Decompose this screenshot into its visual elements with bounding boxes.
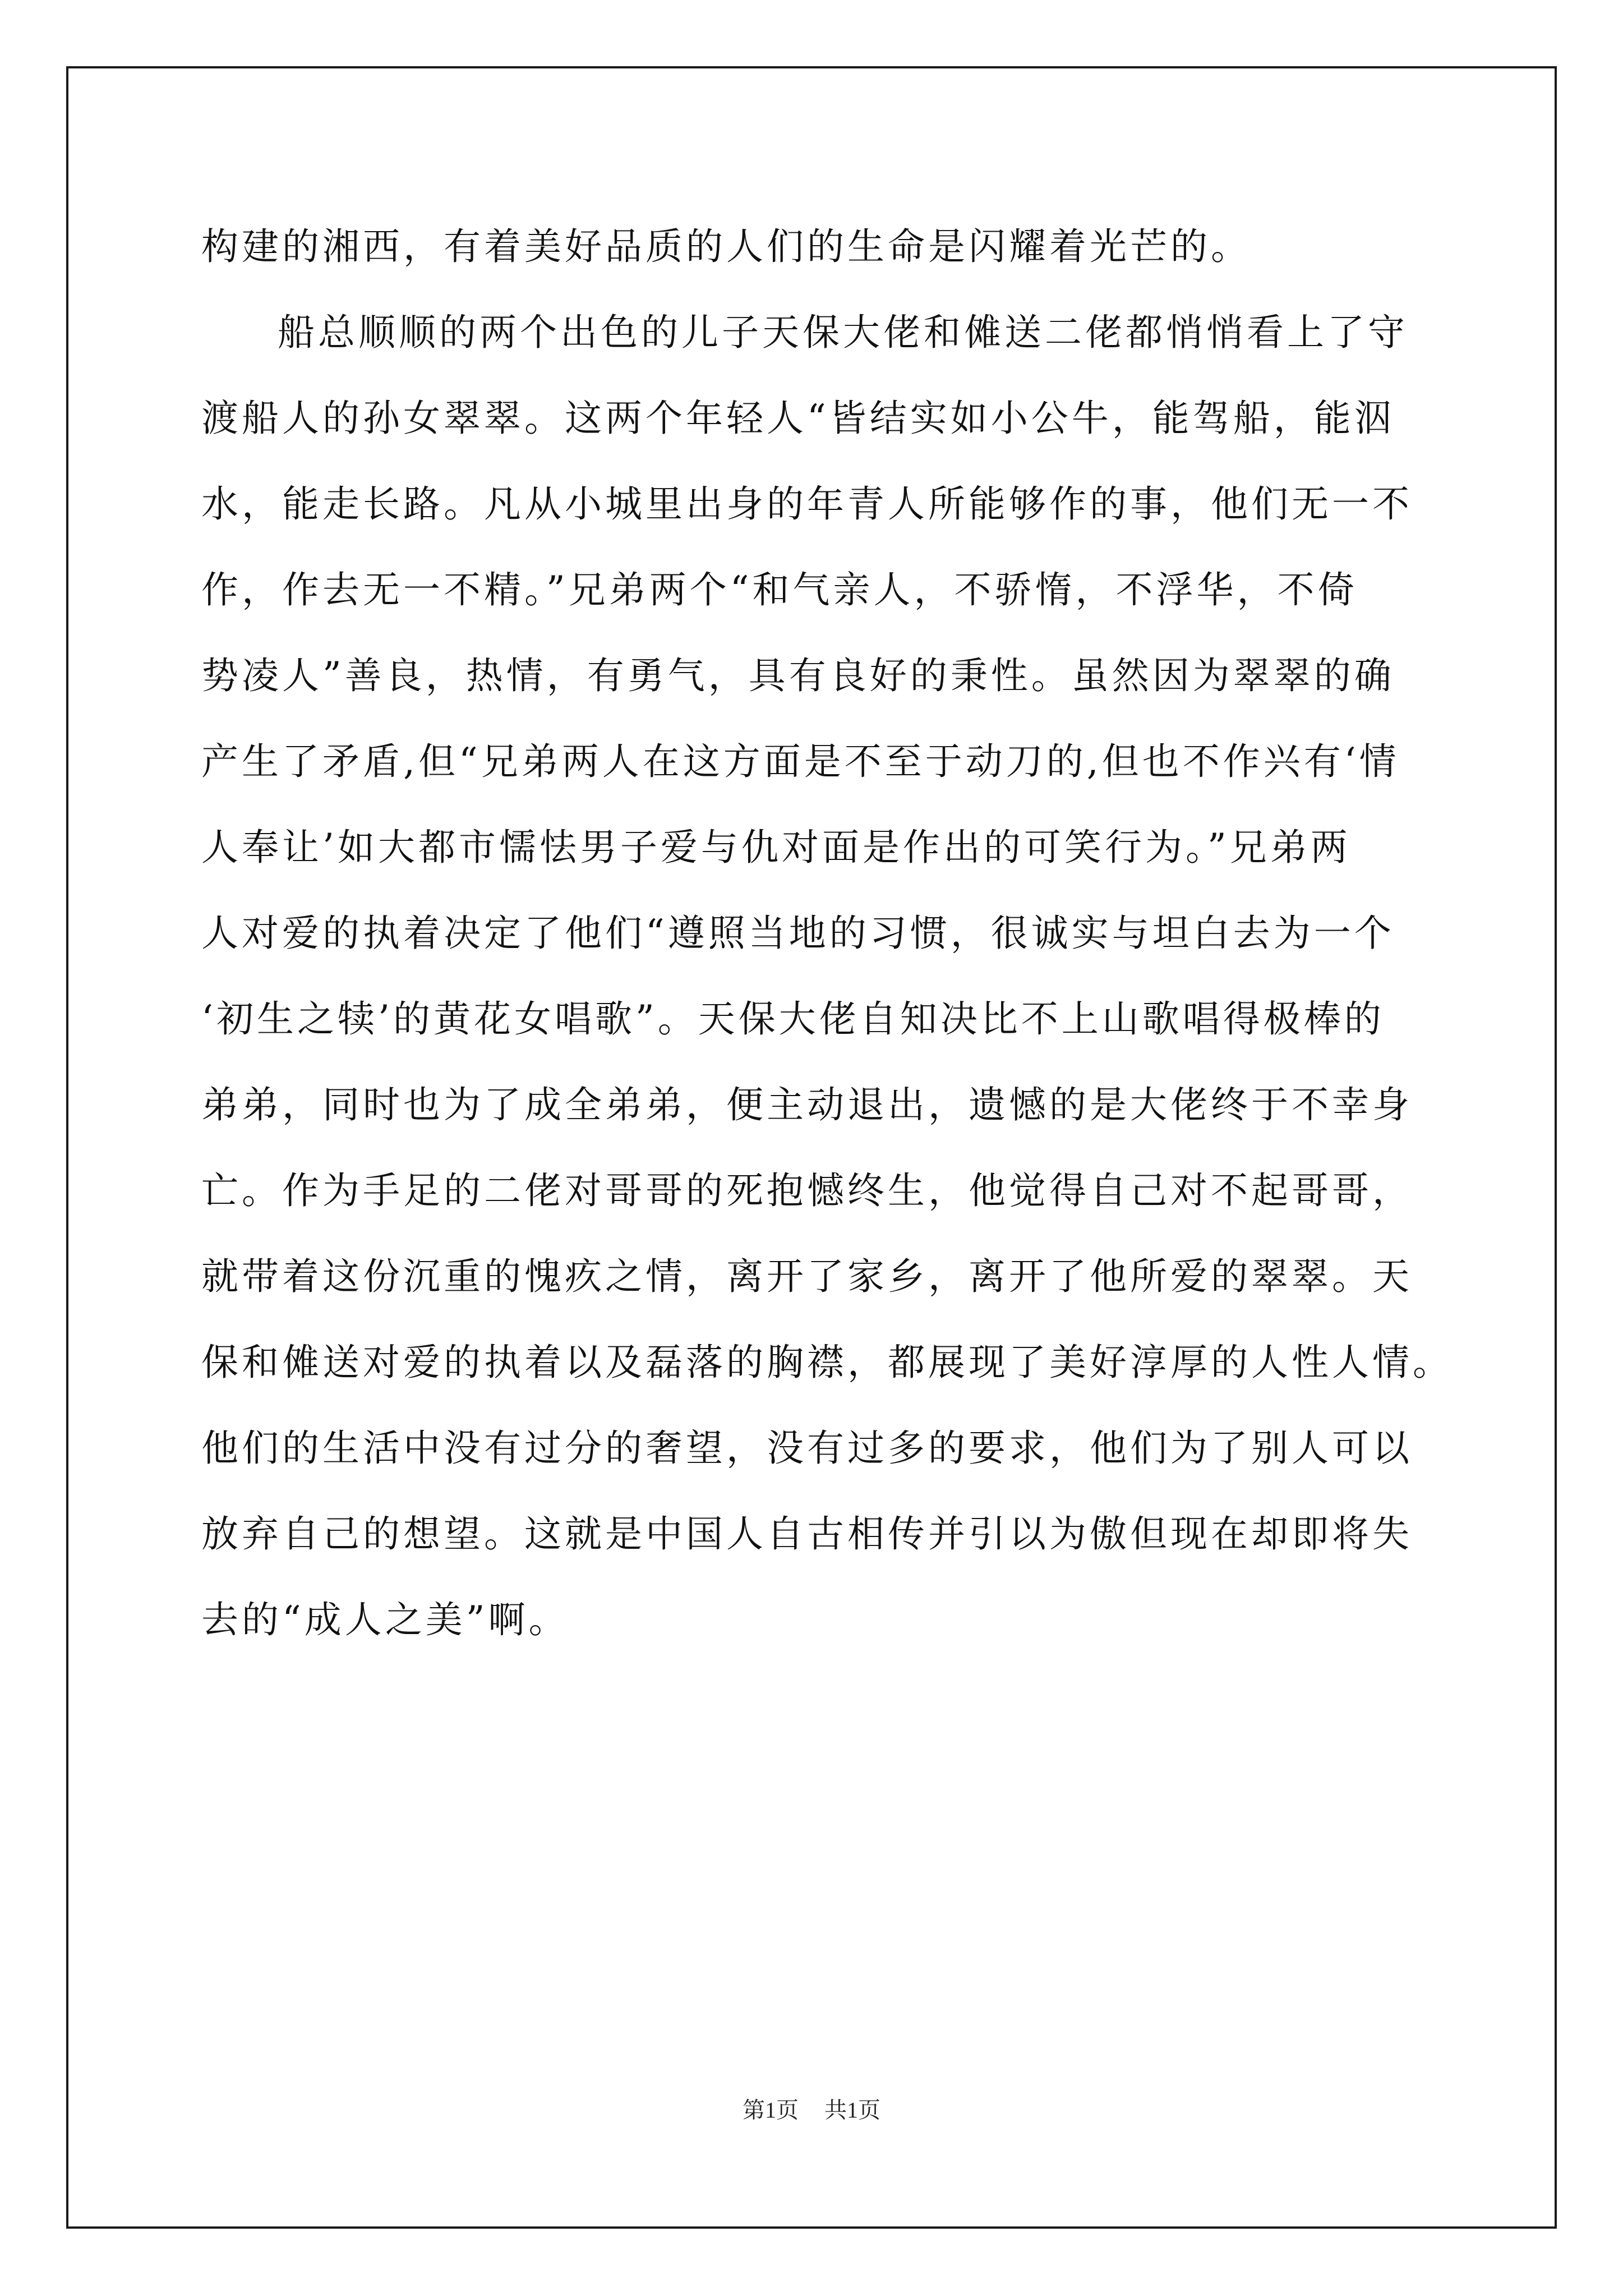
page-total: 共1页 — [824, 2097, 880, 2123]
text-line: 构建的湘西，有着美好品质的人们的生命是闪耀着光芒的。 — [201, 225, 1251, 268]
text-line: 水，能走长路。凡从小城里出身的年青人所能够作的事，他们无一不 — [201, 482, 1413, 526]
text-line: ‘初生之犊’的黄花女唱歌”。天保大佬自知决比不上山歌唱得极棒的 — [201, 997, 1385, 1041]
page-footer — [0, 2092, 1623, 2124]
page-number: 第1页 — [743, 2097, 799, 2123]
text-line: 人对爱的执着决定了他们“遵照当地的习惯，很诚实与坦白去为一个 — [201, 912, 1395, 955]
text-line: 他们的生活中没有过分的奢望，没有过多的要求，他们为了别人可以 — [201, 1427, 1413, 1470]
text-line: 渡船人的孙女翠翠。这两个年轻人“皆结实如小公牛，能驾船，能泅 — [201, 397, 1395, 440]
text-line: 保和傩送对爱的执着以及磊落的胸襟，都展现了美好淳厚的人性人情。 — [201, 1341, 1453, 1384]
text-line: 船总顺顺的两个出色的儿子天保大佬和傩送二佬都悄悄看上了守 — [278, 311, 1408, 354]
text-line: 产生了矛盾,但“兄弟两人在这方面是不至于动刀的,但也不作兴有‘情 — [201, 740, 1400, 783]
text-line: 放弃自己的想望。这就是中国人自古相传并引以为傲但现在却即将失 — [201, 1512, 1413, 1556]
text-line: 亡。作为手足的二佬对哥哥的死抱憾终生，他觉得自己对不起哥哥， — [201, 1169, 1413, 1212]
text-line: 人奉让’如大都市懦怯男子爱与仇对面是作出的可笑行为。”兄弟两 — [201, 826, 1351, 869]
text-line: 作，作去无一不精。”兄弟两个“和气亲人，不骄惰，不浮华，不倚 — [201, 568, 1358, 611]
text-line: 势凌人”善良，热情，有勇气，具有良好的秉性。虽然因为翠翠的确 — [201, 654, 1395, 697]
text-line: 就带着这份沉重的愧疚之情，离开了家乡，离开了他所爱的翠翠。天 — [201, 1255, 1413, 1298]
text-line: 去的“成人之美”啊。 — [201, 1598, 569, 1641]
text-line: 弟弟，同时也为了成全弟弟，便主动退出，遗憾的是大佬终于不幸身 — [201, 1083, 1413, 1126]
